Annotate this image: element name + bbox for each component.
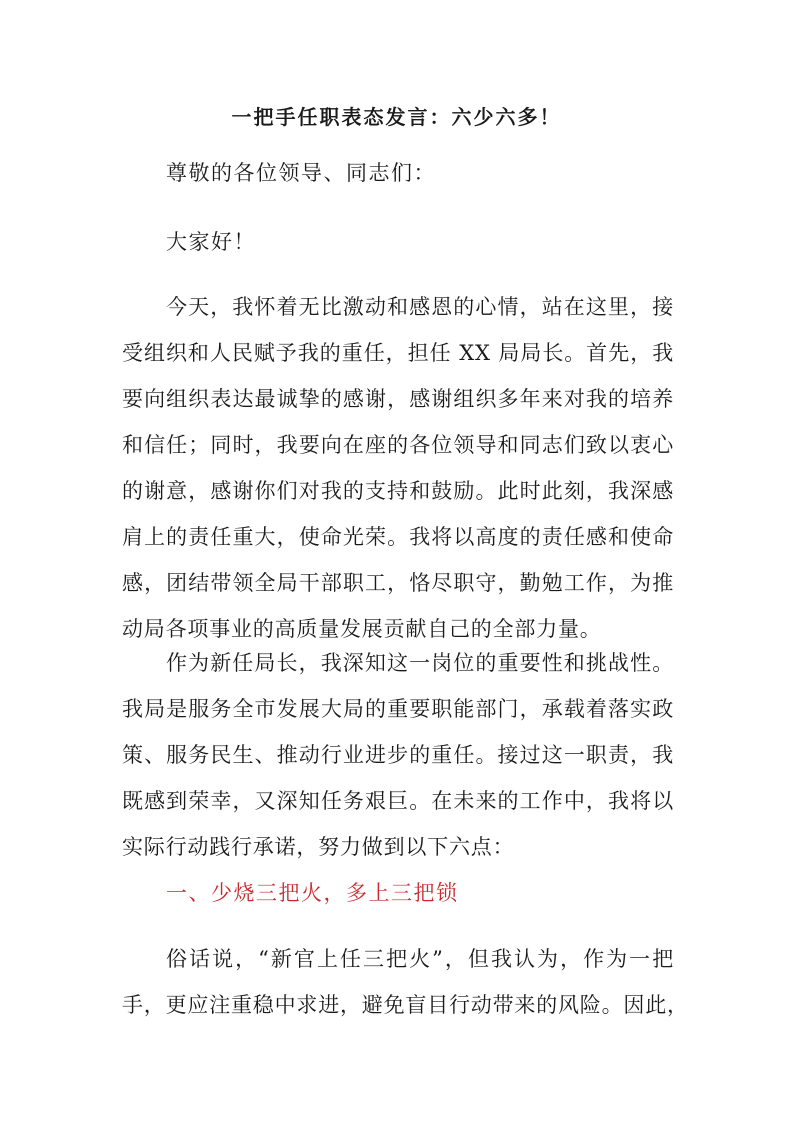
paragraph-line: 实际行动践行承诺，努力做到以下六点： [122, 835, 515, 859]
paragraph-line: 俗话说，“新官上任三把火”，但我认为，作为一把 [166, 947, 674, 971]
paragraph-line: 肩上的责任重大，使命光荣。我将以高度的责任感和使命 [122, 525, 674, 549]
paragraph-line: 和信任；同时，我要向在座的各位领导和同志们致以衷心 [122, 433, 674, 457]
document-title: 一把手任职表态发言：六少六多！ [231, 105, 562, 129]
paragraph-line: 作为新任局长，我深知这一岗位的重要性和挑战性。 [166, 651, 674, 675]
salutation: 尊敬的各位领导、同志们： [166, 161, 436, 185]
paragraph-line: 今天，我怀着无比激动和感恩的心情，站在这里，接 [166, 295, 674, 319]
paragraph-line: 动局各项事业的高质量发展贡献自己的全部力量。 [122, 617, 602, 641]
greeting: 大家好！ [166, 230, 256, 254]
paragraph-2 [122, 640, 674, 870]
paragraph-line: 手，更应注重稳中求进，避免盲目行动带来的风险。因此， [122, 993, 689, 1017]
paragraph-line: 要向组织表达最诚挚的感谢，感谢组织多年来对我的培养 [122, 387, 674, 411]
paragraph-line: 感，团结带领全局干部职工，恪尽职守，勤勉工作，为推 [122, 571, 674, 595]
paragraph-line: 策、服务民生、推动行业进步的重任。接过这一职责，我 [122, 743, 674, 767]
paragraph-line: 的谢意，感谢你们对我的支持和鼓励。此时此刻，我深感 [122, 479, 674, 503]
paragraph-line: 受组织和人民赋予我的重任，担任 XX 局局长。首先，我 [122, 341, 674, 365]
paragraph-line: 我局是服务全市发展大局的重要职能部门，承载着落实政 [122, 697, 674, 721]
section-heading: 一、少烧三把火，多上三把锁 [166, 881, 459, 905]
paragraph-line: 既感到荣幸，又深知任务艰巨。在未来的工作中，我将以 [122, 789, 674, 813]
paragraph-1 [122, 284, 674, 652]
paragraph-3 [122, 936, 689, 1028]
